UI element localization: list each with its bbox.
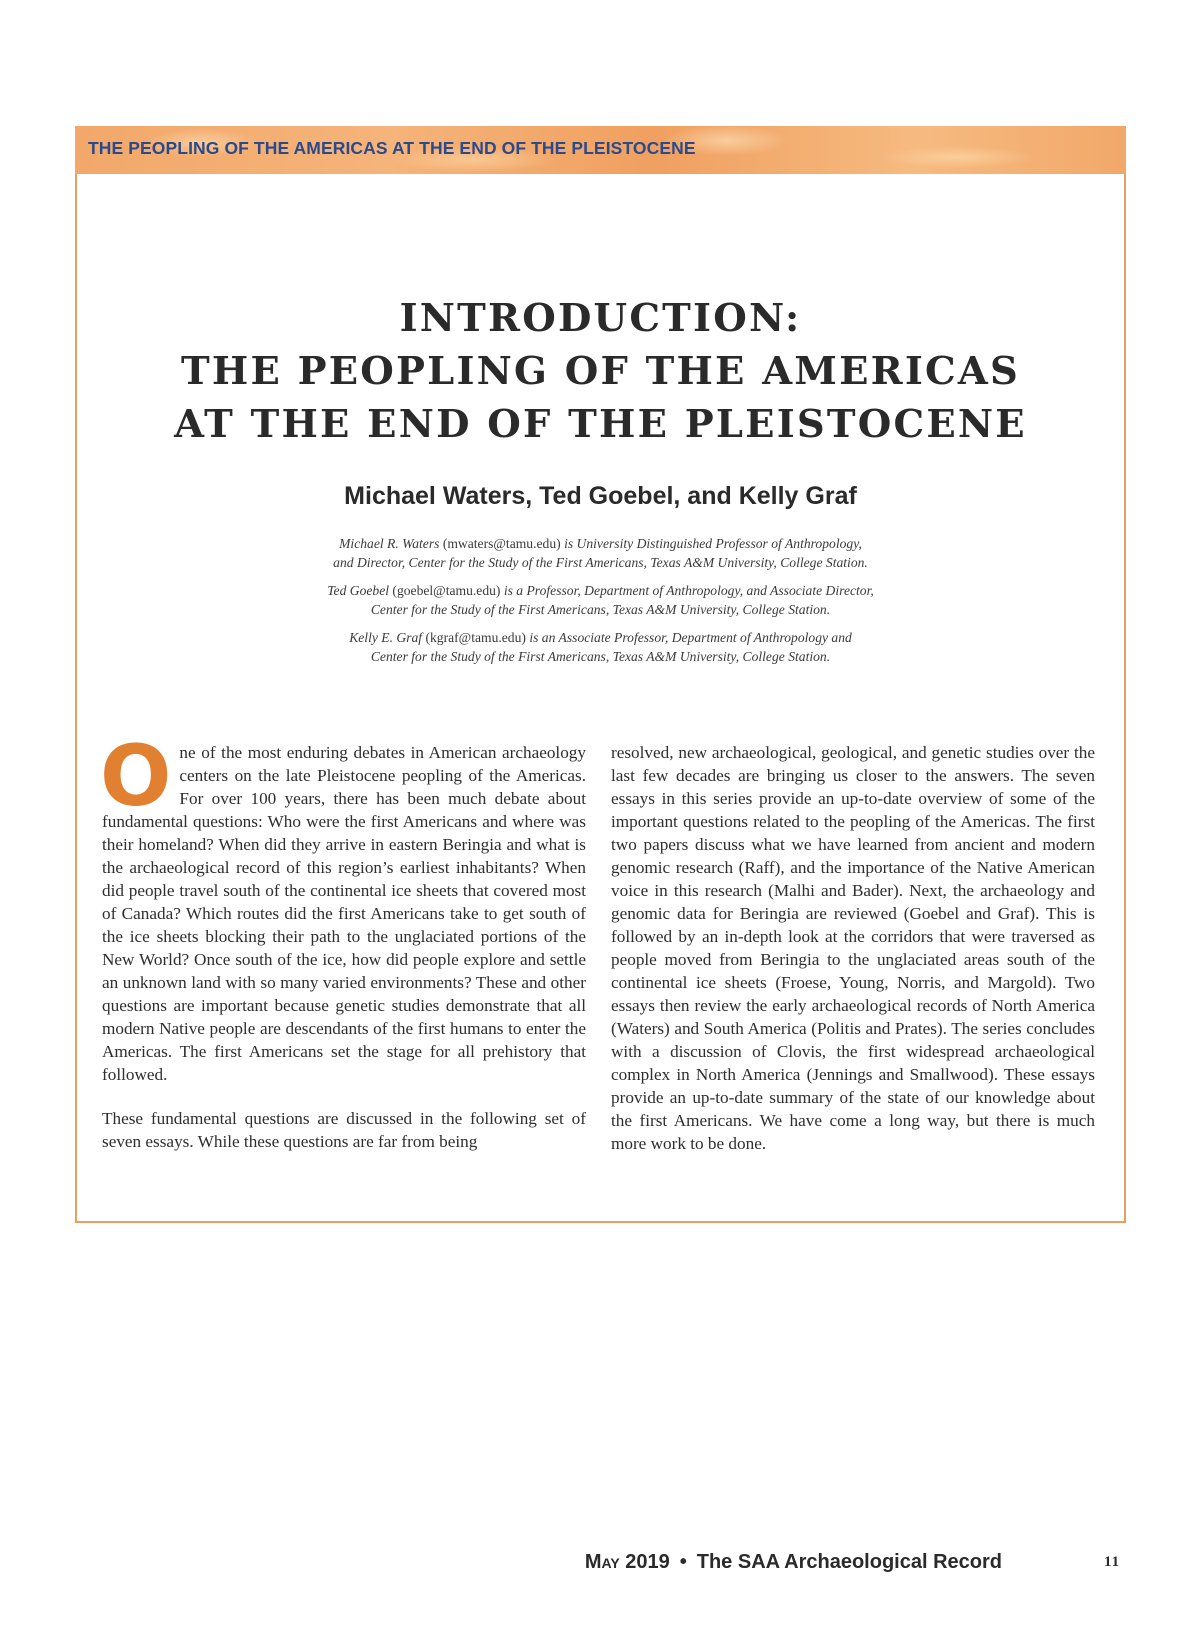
- footer-bullet: •: [679, 1551, 687, 1573]
- title-line-1: INTRODUCTION:: [399, 296, 802, 341]
- affiliation-institution: and Director, Center for the Study of the First Americans, Texas A&M University, College Station.: [333, 555, 868, 570]
- section-banner: [75, 126, 1126, 174]
- author-affiliations: [75, 534, 1126, 675]
- body-paragraph-2-start: These fundamental questions are discussed in the following set of seven essays. While these questions are far from being: [102, 1109, 586, 1151]
- drop-cap: O: [100, 727, 172, 825]
- affiliation-name: Kelly E. Graf: [349, 630, 423, 645]
- body-column-right: [611, 741, 1095, 1155]
- title-line-2: THE PEOPLING OF THE AMERICAS: [181, 349, 1020, 394]
- page-number: 11: [1104, 1554, 1121, 1570]
- issue-date: May 2019: [584, 1551, 670, 1573]
- paragraph-text: ne of the most enduring debates in American archaeology centers on the late Pleistocene peopling of the Americas. For over 100 years, there has been much debate about fundamental questions: Who were the first Americans and where was their homeland? When did they arrive in eastern Beringia and what is the archaeological record of this region’s earliest inhabitants? When did people travel south of the continental ice sheets that covered most of Canada? Which routes did the first Americans take to get south of the ice sheets blocking their path to the unglaciated portions of the New World? Once south of the ice, how did people explore and settle an unknown land with so many varied environments? These and other questions are important because genetic studies demonstrate that all modern Native people are descendants of the first humans to enter the Americas. The first Americans set the stage for all prehistory that followed.: [102, 743, 586, 1084]
- affiliation-email: (goebel@tamu.edu): [392, 583, 501, 598]
- body-column-left: [100, 727, 586, 1153]
- affiliation-role: is a Professor, Department of Anthropology, and Associate Director,: [503, 583, 874, 598]
- body-paragraph-2-continued: resolved, new archaeological, geological, and genetic studies over the last few decades are bringing us closer to the answers. The seven essays in this series provide an up-to-date overview of some of the important questions related to the peopling of the Americas. The first two papers discuss what we have learned from ancient and modern genomic research (Raff), and the importance of the Native American voice in this research (Malhi and Bader). Next, the archaeology and genomic data for Beringia are reviewed (Goebel and Graf). This is followed by an in-depth look at the corridors that were traversed as people moved from Beringia to the unglaciated areas south of the continental ice sheets (Froese, Young, Norris, and Margold). Two essays then review the early archaeological records of North America (Waters) and South America (Politis and Prates). The series concludes with a discussion of Clovis, the first widespread archaeological complex in North America (Jennings and Smallwood). These essays provide an up-to-date summary of the state of our knowledge about the first Americans. We have come a long way, but there is much more work to be done.: [611, 743, 1095, 1153]
- article-title: [75, 292, 1126, 451]
- affiliation-waters: [75, 534, 1126, 572]
- affiliation-name: Michael R. Waters: [339, 536, 440, 551]
- affiliation-email: (mwaters@tamu.edu): [442, 536, 561, 551]
- affiliation-role: is University Distinguished Professor of Anthropology,: [564, 536, 862, 551]
- affiliation-goebel: [75, 581, 1126, 619]
- body-paragraph-1: [100, 727, 586, 1086]
- affiliation-institution: Center for the Study of the First Americans, Texas A&M University, College Station.: [370, 649, 831, 664]
- title-line-3: AT THE END OF THE PLEISTOCENE: [174, 402, 1027, 447]
- affiliation-graf: [75, 628, 1126, 666]
- affiliation-email: (kgraf@tamu.edu): [425, 630, 526, 645]
- banner-title: THE PEOPLING OF THE AMERICAS AT THE END OF THE PLEISTOCENE: [88, 138, 696, 158]
- author-byline: Michael Waters, Ted Goebel, and Kelly Graf: [344, 482, 857, 510]
- affiliation-institution: Center for the Study of the First Americans, Texas A&M University, College Station.: [370, 602, 831, 617]
- affiliation-name: Ted Goebel: [327, 583, 390, 598]
- affiliation-role: is an Associate Professor, Department of Anthropology and: [529, 630, 852, 645]
- journal-name: The SAA Archaeological Record: [696, 1551, 1002, 1573]
- page-footer: [585, 1551, 1002, 1574]
